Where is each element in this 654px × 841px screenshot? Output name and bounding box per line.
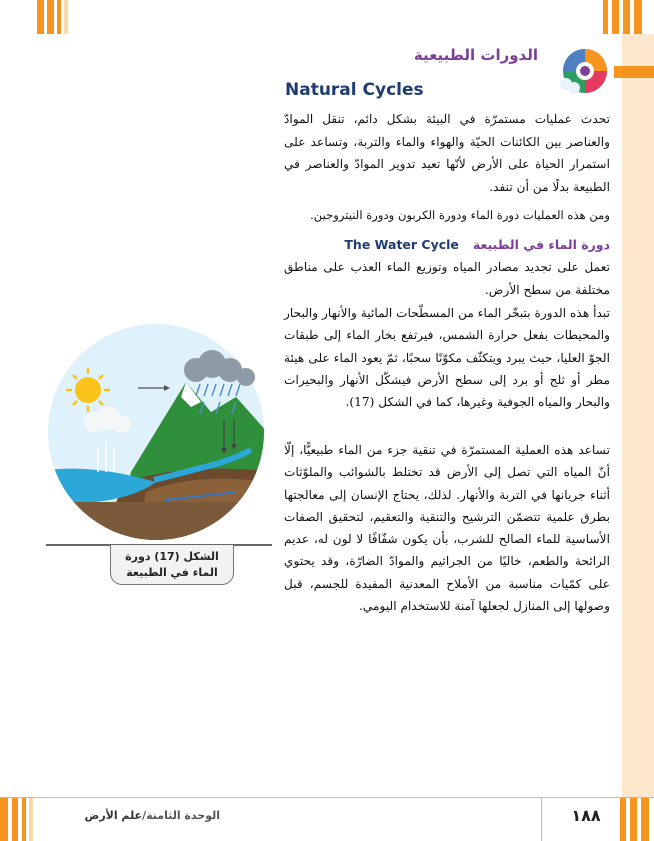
bottom-stripe [29, 798, 33, 841]
water-cycle-illustration [36, 322, 276, 542]
page-title: Natural Cycles [285, 80, 424, 100]
bottom-stripe [620, 798, 626, 841]
water-cycle-paragraph-2: تبدأ هذه الدورة بتبخّر الماء من المسطّحات المائية والأنهار والبحار والمحيطات بفعل حرارة الشمس، فيرتفع بخار الماء إلى طبقات الجوّ العليا، حيث يبرد ويتكثّف مكوّنًا سحبًا، ثمّ يعود الماء على هيئة مطر أو ثلج أو برد إلى سطح الأرض فيشكّل الأنهار والبحيرات والبحار والمياه الجوفية وغيرها، كما في الشكل (17). [284, 306, 610, 410]
bottom-stripe [0, 798, 8, 841]
top-stripe [623, 0, 630, 34]
heading-ar: دورة الماء في الطبيعة [472, 236, 610, 252]
footer-divider [541, 798, 542, 841]
intro-paragraph: تحدث عمليات مستمرّة في البيئة بشكل دائم، تنقل الموادّ والعناصر بين الكائنات الحيّة والهواء والماء والتربة، وتساعد على استمرار الحياة على الأرض لأنّها تعيد تدوير الموادّ والعناصر في الطبيعة بدلًا من أن تنفد. [284, 112, 610, 194]
top-stripe [57, 0, 61, 34]
water-cycle-paragraph-1: تعمل على تجديد مصادر المياه وتوزيع الماء العذب على مناطق مختلفة من سطح الأرض. [284, 260, 610, 297]
natural-cycles-icon [556, 44, 614, 96]
top-stripe [47, 0, 54, 34]
heading-en: The Water Cycle [344, 236, 459, 252]
right-margin-strip [622, 34, 654, 798]
bottom-stripe [12, 798, 18, 841]
bottom-stripe [641, 798, 649, 841]
top-stripe [612, 0, 619, 34]
intro-examples: ومن هذه العمليات دورة الماء ودورة الكربون ودورة النيتروجين. [310, 208, 610, 222]
right-margin-tab [614, 66, 654, 78]
water-cycle-heading [330, 234, 610, 254]
top-stripe [634, 0, 642, 34]
figure-caption: الشكل (17) دورة الماء في الطبيعة [110, 545, 234, 585]
bottom-stripe [22, 798, 26, 841]
footer-unit [40, 809, 220, 822]
footer-line [0, 797, 654, 798]
section-title: الدورات الطبيعية [413, 46, 538, 64]
top-stripe [64, 0, 68, 34]
top-stripe [603, 0, 608, 34]
bottom-stripe [630, 798, 637, 841]
footer-subject: علم الأرض [84, 809, 143, 822]
footer-unit-label: الوحدة الثامنة/ [142, 809, 220, 822]
page-number: ١٨٨ [571, 806, 601, 825]
top-stripe [37, 0, 44, 34]
water-cycle-paragraph-3: تساعد هذه العملية المستمرّة في تنقية جزء من الماء طبيعيًّا، إلّا أنّ المياه التي تصل إلى الأرض قد تختلط بالشوائب والملوّثات أثناء جريانها في التربة والأنهار. لذلك، يحتاج الإنسان إلى معالجتها بطرق علمية تتضمّن الترشيح والتنقية والتعقيم، لتحقيق الصفات الأساسية للماء الصالح للشرب، بأن يكون شفّافًا لا لون له، عديم الرائحة والطعم، خاليًا من الجراثيم والموادّ الضارّة، وقد يحتوي على كمّيات مناسبة من الأملاح المعدنية المفيدة للجسم، قبل وصولها إلى المنازل لجعلها آمنة للاستخدام اليومي. [284, 443, 610, 614]
